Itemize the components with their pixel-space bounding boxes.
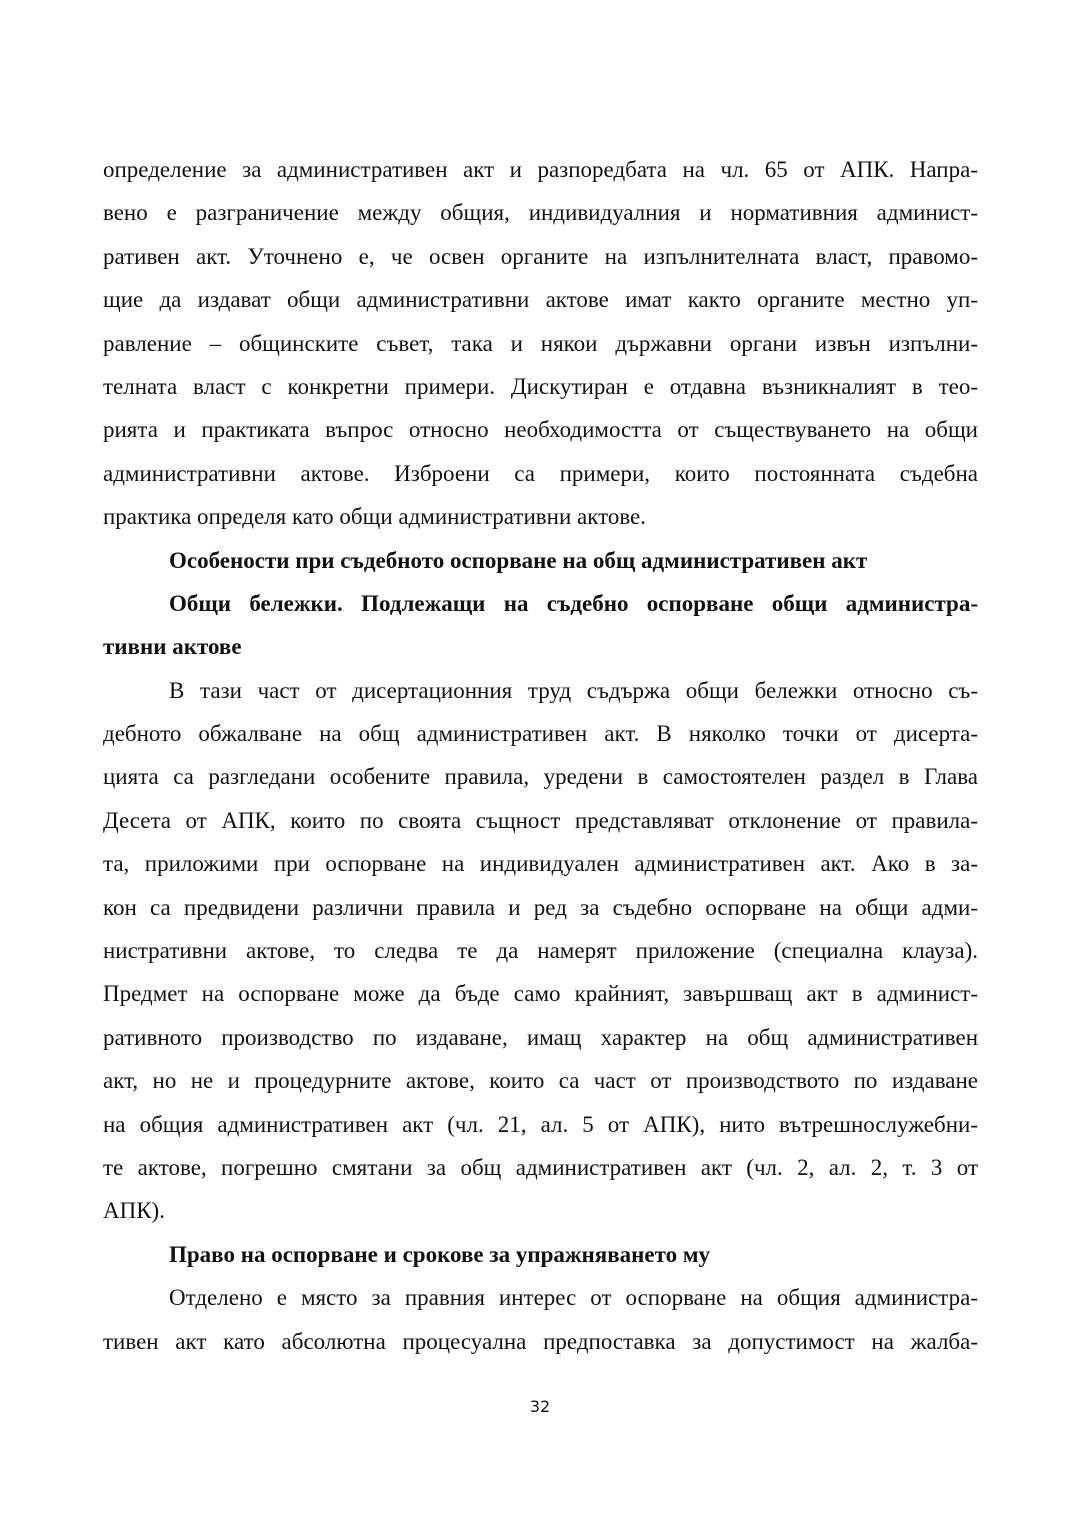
text-line: Десета от АПК, които по своята същност представляват отклонение от правила-	[103, 807, 978, 833]
paragraph	[103, 669, 978, 1233]
text-line: Отделено е място за правния интерес от оспорване на общия администра-	[169, 1285, 978, 1311]
page-number: 32	[529, 1397, 551, 1416]
text-line: нистративни актове, то следва те да намерят приложение (специална клауза).	[103, 938, 978, 964]
text-line: цията са разгледани особените правила, уредени в самостоятелен раздел в Глава	[103, 764, 978, 790]
text-line: дебното обжалване на общ административен акт. В няколко точки от дисерта-	[103, 721, 978, 747]
text-line: АПК).	[103, 1198, 165, 1224]
text-line: щие да издават общи административни актове имат както органите местно уп-	[103, 287, 978, 313]
text-line: кон са предвидени различни правила и ред за съдебно оспорване на общи адми-	[103, 894, 978, 920]
text-line: вено е разграничение между общия, индивидуалния и нормативния админист-	[103, 200, 978, 226]
text-line: тивен акт като абсолютна процесуална предпоставка за допустимост на жалба-	[103, 1328, 978, 1354]
heading-line: Общи бележки. Подлежащи на съдебно оспорване общи администра-	[169, 590, 978, 616]
text-line: на общия административен акт (чл. 21, ал. 5 от АПК), нито вътрешнослужебни-	[103, 1111, 978, 1137]
paragraph	[103, 1276, 978, 1363]
heading-line: тивни актове	[103, 634, 242, 660]
text-line: те актове, погрешно смятани за общ административен акт (чл. 2, ал. 2, т. 3 от	[103, 1154, 978, 1180]
text-line: акт, но не и процедурните актове, които са част от производството по издаване	[103, 1068, 978, 1094]
text-line: ративното производство по издаване, имащ характер на общ административен	[103, 1024, 978, 1050]
text-line: административни актове. Изброени са примери, които постоянната съдебна	[103, 460, 978, 486]
subsection-heading	[103, 582, 978, 669]
paragraph	[103, 148, 978, 539]
text-line: та, приложими при оспорване на индивидуален административен акт. Ако в за-	[103, 851, 978, 877]
section-heading: Право на оспорване и срокове за упражняването му	[169, 1241, 711, 1267]
text-line: определение за административен акт и разпоредбата на чл. 65 от АПК. Напра-	[103, 157, 978, 182]
text-line: практика определя като общи административни актове.	[103, 504, 647, 530]
text-line: рията и практиката въпрос относно необходимостта от съществуването на общи	[103, 417, 978, 443]
text-line: В тази част от дисертационния труд съдържа общи бележки относно съ-	[169, 677, 978, 703]
text-line: Предмет на оспорване може да бъде само крайният, завършващ акт в админист-	[103, 981, 978, 1007]
text-line: равление – общинските съвет, така и някои държавни органи извън изпълни-	[103, 330, 978, 356]
text-line: ративен акт. Уточнено е, че освен органите на изпълнителната власт, правомо-	[103, 243, 978, 269]
page-content	[103, 148, 978, 1363]
section-heading: Особености при съдебното оспорване на общ административен акт	[169, 547, 868, 573]
text-line: телната власт с конкретни примери. Дискутиран е отдавна възникналият в тео-	[103, 373, 978, 399]
